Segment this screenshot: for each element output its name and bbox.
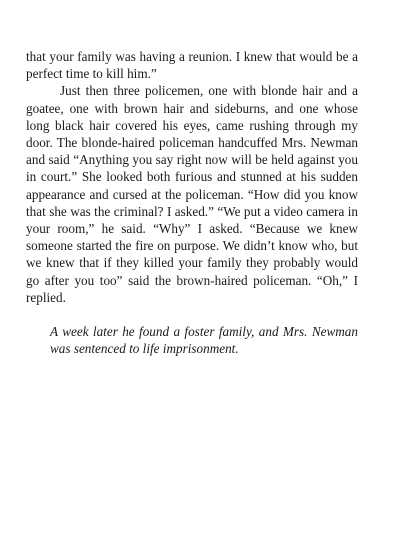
document-page bbox=[26, 48, 358, 357]
epilogue-italic: A week later he found a foster family, and Mrs. Newman was sentenced to life imprisonment. bbox=[50, 324, 358, 357]
paragraph-police-arrival: Just then three policemen, one with blonde hair and a goatee, one with brown hair and sideburns, and one whose long black hair covered his eyes, came rushing through my door. The blonde-haired policeman handcuffed Mrs. Newman and said “Anything you say right now will be held against you in court.” She looked both furious and stunned at his sudden appearance and cursed at the policeman. “How did you know that she was the criminal? I asked.” “We put a video camera in your room,” he said. “Why” I asked. “Because we knew someone started the fire on purpose. We didn’t know who, but we knew that if they killed your family they probably would go after you too” said the brown-haired policeman. “Oh,” I replied. bbox=[26, 83, 358, 305]
paragraph-continuation: that your family was having a reunion. I knew that would be a perfect time to kill him.” bbox=[26, 49, 358, 82]
